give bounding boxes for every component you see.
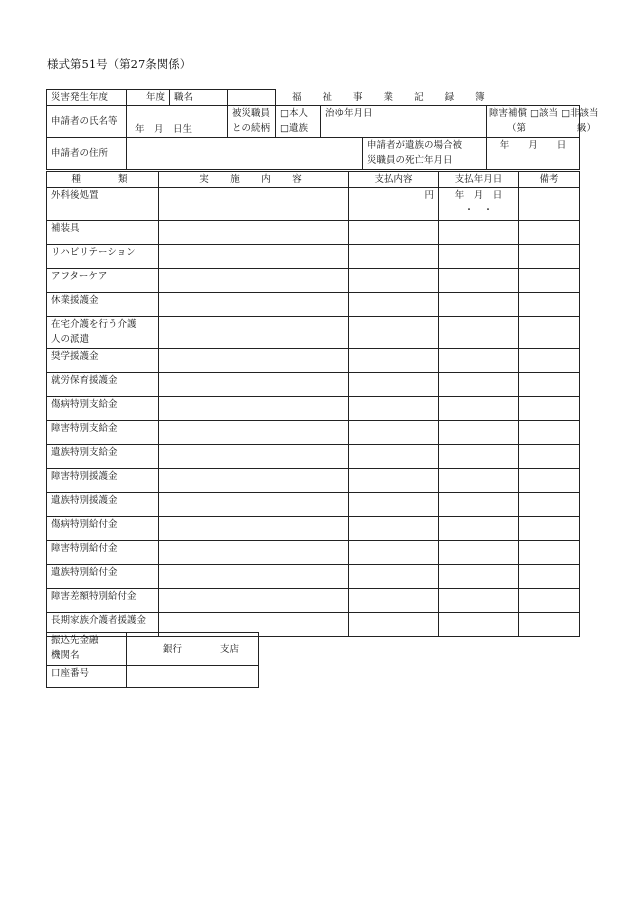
death-date-label-line2: 災職員の死亡年月日 — [367, 155, 453, 166]
amount-field[interactable] — [349, 517, 439, 541]
amount-field[interactable] — [349, 541, 439, 565]
table-row — [47, 541, 580, 565]
pay-date-field[interactable] — [439, 373, 519, 397]
account-label: 口座番号 — [47, 666, 127, 688]
birth-date: 年 月 日生 — [127, 106, 228, 138]
table-row — [47, 317, 580, 349]
table-row — [47, 221, 580, 245]
applicable-checkbox[interactable]: □該当 — [530, 108, 559, 119]
pay-date-field[interactable] — [439, 445, 519, 469]
remarks-field[interactable] — [519, 613, 580, 637]
amount-field[interactable] — [349, 397, 439, 421]
account-field[interactable] — [127, 666, 259, 688]
amount-field[interactable] — [349, 269, 439, 293]
table-row — [47, 245, 580, 269]
content-field[interactable] — [159, 469, 349, 493]
welfare-table — [46, 171, 580, 637]
remarks-field[interactable] — [519, 517, 580, 541]
table-row — [47, 589, 580, 613]
row-label: 傷病特別給付金 — [47, 517, 159, 541]
amount-field[interactable] — [349, 293, 439, 317]
content-field[interactable] — [159, 317, 349, 349]
content-field[interactable] — [159, 221, 349, 245]
remarks-field[interactable] — [519, 445, 580, 469]
pay-date-field[interactable] — [439, 493, 519, 517]
table-row — [47, 469, 580, 493]
relation-options — [276, 106, 321, 138]
death-date-value: 年 月 日 — [487, 138, 580, 170]
table-row — [47, 493, 580, 517]
applicant-address-field[interactable] — [127, 138, 363, 170]
content-field[interactable] — [159, 397, 349, 421]
grade-prefix: （第 — [507, 123, 527, 134]
content-field[interactable] — [159, 493, 349, 517]
remarks-field[interactable] — [519, 421, 580, 445]
column-header: 種 類 — [47, 172, 159, 188]
content-field[interactable] — [159, 349, 349, 373]
amount-field[interactable] — [349, 445, 439, 469]
amount-field[interactable] — [349, 421, 439, 445]
column-header: 支払内容 — [349, 172, 439, 188]
disaster-date-label: 災害発生年度 — [47, 90, 127, 106]
institution-label-line1: 振込先金融 — [51, 635, 99, 646]
table-row — [47, 421, 580, 445]
remarks-field[interactable] — [519, 221, 580, 245]
row-label: 障害特別援護金 — [47, 469, 159, 493]
applicant-name-label: 申請者の氏名等 — [47, 106, 127, 138]
pay-date-field[interactable] — [439, 221, 519, 245]
death-date-label — [363, 138, 487, 170]
remarks-field[interactable] — [519, 589, 580, 613]
column-header: 備考 — [519, 172, 580, 188]
row-label: 傷病特別支給金 — [47, 397, 159, 421]
remarks-field[interactable] — [519, 469, 580, 493]
row-label: 遺族特別支給金 — [47, 445, 159, 469]
institution-label-line2: 機関名 — [51, 650, 80, 661]
table-row — [47, 188, 580, 221]
relation-label-line1: 被災職員 — [232, 108, 271, 119]
institution-field[interactable] — [127, 633, 259, 666]
not-applicable-checkbox[interactable]: □非該当 — [561, 108, 599, 119]
pay-date-field[interactable] — [439, 421, 519, 445]
grade-suffix: 級） — [577, 123, 597, 134]
row-label: 遺族特別援護金 — [47, 493, 159, 517]
relation-label — [228, 106, 276, 138]
content-field[interactable] — [159, 517, 349, 541]
row-label: 補装具 — [47, 221, 159, 245]
branch-label: 支店 — [220, 643, 240, 655]
amount-field[interactable] — [349, 589, 439, 613]
content-field[interactable] — [159, 188, 349, 221]
row-label — [47, 317, 159, 349]
remarks-field[interactable] — [519, 373, 580, 397]
amount-field[interactable] — [349, 565, 439, 589]
amount-field[interactable] — [349, 245, 439, 269]
pay-date-field[interactable] — [439, 188, 519, 221]
content-field[interactable] — [159, 269, 349, 293]
content-field[interactable] — [159, 373, 349, 397]
table-row — [47, 373, 580, 397]
row-label-line1: 在宅介護を行う介護 — [51, 319, 137, 330]
pay-date-field[interactable] — [439, 397, 519, 421]
death-date-label-line1: 申請者が遺族の場合被 — [367, 140, 463, 151]
amount-field[interactable] — [349, 349, 439, 373]
table-row — [47, 293, 580, 317]
applicant-address-label: 申請者の住所 — [47, 138, 127, 170]
remarks-field[interactable] — [519, 541, 580, 565]
institution-label — [47, 633, 127, 666]
table-row — [47, 397, 580, 421]
bank-table — [46, 632, 259, 688]
yen-unit: 円 — [349, 188, 439, 221]
pay-date-field[interactable] — [439, 317, 519, 349]
column-header: 実 施 内 容 — [159, 172, 349, 188]
row-label: 遺族特別給付金 — [47, 565, 159, 589]
remarks-field[interactable] — [519, 349, 580, 373]
amount-field[interactable] — [349, 317, 439, 349]
bereaved-checkbox[interactable]: □遺族 — [280, 123, 308, 134]
header-table — [46, 89, 599, 170]
row-label: アフターケア — [47, 269, 159, 293]
relation-label-line2: との続柄 — [232, 123, 271, 134]
remarks-field[interactable] — [519, 269, 580, 293]
pay-date-field[interactable] — [439, 517, 519, 541]
remarks-field[interactable] — [519, 397, 580, 421]
form-title: 様式第51号（第27条関係） — [47, 57, 192, 71]
pay-date-field[interactable] — [439, 469, 519, 493]
remarks-field[interactable] — [519, 293, 580, 317]
row-label: 障害差額特別給付金 — [47, 589, 159, 613]
disability-comp-label: 障害補償 — [489, 108, 528, 119]
table-row — [47, 269, 580, 293]
content-field[interactable] — [159, 293, 349, 317]
remarks-field[interactable] — [519, 565, 580, 589]
table-row — [47, 349, 580, 373]
row-label: 外科後処置 — [47, 188, 159, 221]
pay-date-field[interactable] — [439, 541, 519, 565]
column-header: 支払年月日 — [439, 172, 519, 188]
amount-field[interactable] — [349, 221, 439, 245]
cure-date-label: 治ゆ年月日 — [321, 106, 487, 138]
content-field[interactable] — [159, 565, 349, 589]
pay-date-field[interactable] — [439, 269, 519, 293]
content-field[interactable] — [159, 245, 349, 269]
row-label: 長期家族介護者援護金 — [47, 613, 159, 637]
row-label: 休業援護金 — [47, 293, 159, 317]
pay-date-field[interactable] — [439, 565, 519, 589]
bank-label: 銀行 — [163, 643, 183, 655]
row-label: 就労保育援護金 — [47, 373, 159, 397]
position-field[interactable] — [228, 90, 276, 106]
remarks-field[interactable] — [519, 317, 580, 349]
disability-comp-cell — [487, 106, 599, 138]
pay-date-field[interactable] — [439, 245, 519, 269]
table-row — [47, 445, 580, 469]
pay-date-field[interactable] — [439, 349, 519, 373]
remarks-field[interactable] — [519, 188, 580, 221]
row-label: 障害特別給付金 — [47, 541, 159, 565]
pay-date-field[interactable] — [439, 293, 519, 317]
remarks-field[interactable] — [519, 245, 580, 269]
table-row — [47, 517, 580, 541]
position-label: 職名 — [170, 90, 228, 106]
pay-date-dots: ・ ・ — [464, 205, 493, 216]
content-field[interactable] — [159, 445, 349, 469]
row-label-line2: 人の派遣 — [51, 334, 90, 345]
amount-field[interactable] — [349, 469, 439, 493]
content-field[interactable] — [159, 421, 349, 445]
year-label: 年度 — [127, 90, 170, 106]
row-label: リハビリテーション — [47, 245, 159, 269]
amount-field[interactable] — [349, 613, 439, 637]
amount-field[interactable] — [349, 493, 439, 517]
pay-date-field[interactable] — [439, 589, 519, 613]
record-title: 福 祉 事 業 記 録 簿 — [292, 91, 494, 103]
pay-date-placeholder: 年 月 日 — [454, 190, 503, 201]
pay-date-field[interactable] — [439, 613, 519, 637]
table-row — [47, 565, 580, 589]
content-field[interactable] — [159, 589, 349, 613]
self-checkbox[interactable]: □本人 — [280, 108, 308, 119]
amount-field[interactable] — [349, 373, 439, 397]
remarks-field[interactable] — [519, 493, 580, 517]
row-label: 障害特別支給金 — [47, 421, 159, 445]
row-label: 奨学援護金 — [47, 349, 159, 373]
content-field[interactable] — [159, 541, 349, 565]
